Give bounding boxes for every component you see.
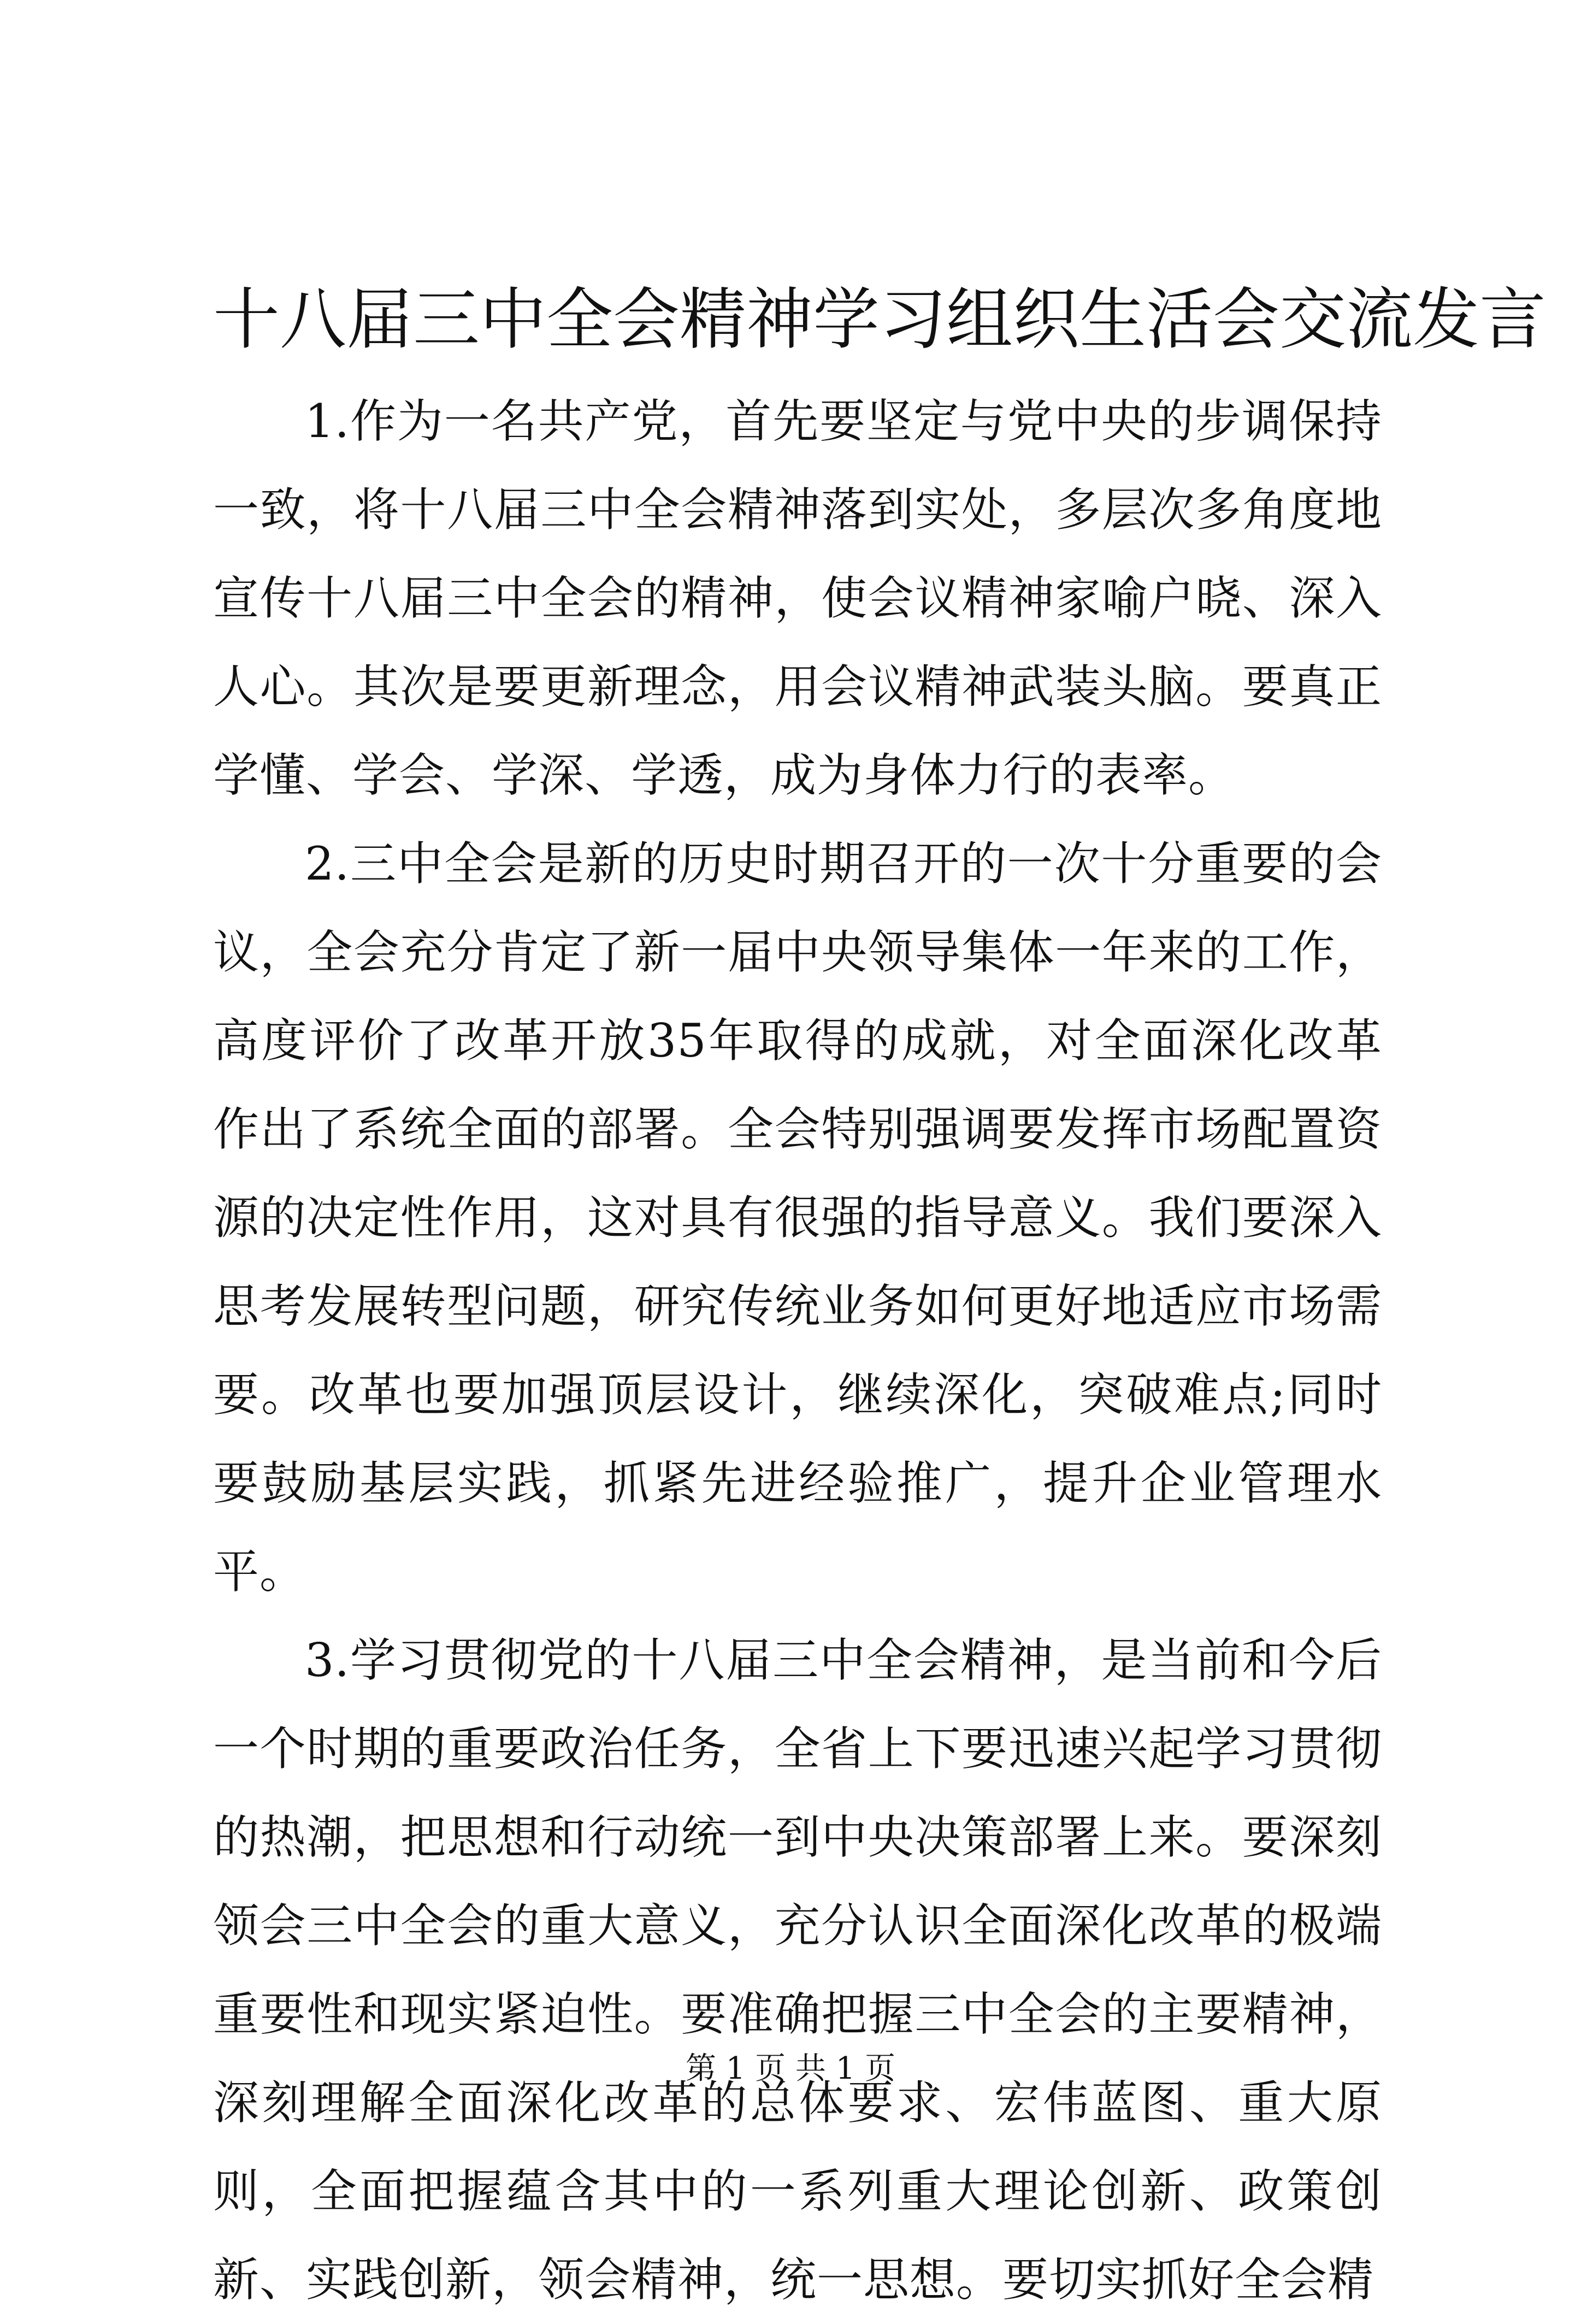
paragraph-1: 1.作为一名共产党，首先要坚定与党中央的步调保持一致，将十八届三中全会精神落到实处，多层次多角度地宣传十八届三中全会的精神，使会议精神家喻户晓、深入人心。其次是要更新理念，用会议精神武装头脑。要真正学懂、学会、学深、学透，成为身体力行的表率。 <box>213 394 1382 802</box>
paragraph-3: 3.学习贯彻党的十八届三中全会精神，是当前和今后一个时期的重要政治任务，全省上下要迅速兴起学习贯彻的热潮，把思想和行动统一到中央决策部署上来。要深刻领会三中全会的重大意义，充分认识全面深化改革的极端重要性和现实紧迫性。要准确把握三中全会的主要精神，深刻理解全面深化改革的总体要求、宏伟蓝图、重大原则，全面把握蕴含其中的一系列重大理论创新、政策创新、实践创新，领会精神，统一思想。要切实抓好全会精 <box>213 1633 1382 2307</box>
document-body <box>213 377 1382 2324</box>
page-number-footer: 第 1 页 共 1 页 <box>685 2051 896 2086</box>
paragraph-2: 2.三中全会是新的历史时期召开的一次十分重要的会议，全会充分肯定了新一届中央领导集体一年来的工作，高度评价了改革开放35年取得的成就，对全面深化改革作出了系统全面的部署。全会特别强调要发挥市场配置资源的决定性作用，这对具有很强的指导意义。我们要深入思考发展转型问题，研究传统业务如何更好地适应市场需要。改革也要加强顶层设计，继续深化，突破难点;同时要鼓励基层实践，抓紧先进经验推广，提升企业管理水平。 <box>213 837 1382 1599</box>
document-title: 十八届三中全会精神学习组织生活会交流发言 <box>213 281 1546 358</box>
